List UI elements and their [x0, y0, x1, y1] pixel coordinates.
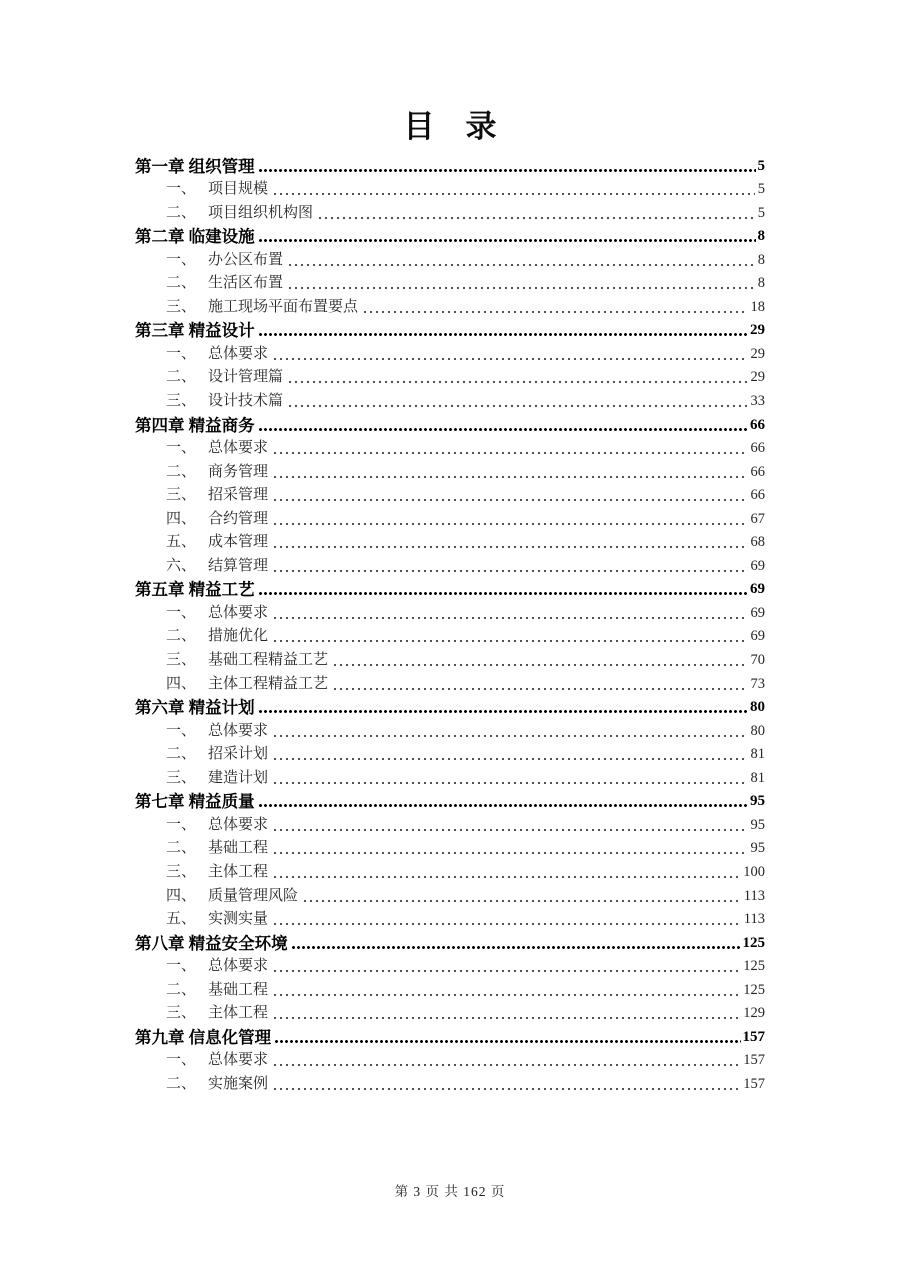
dot-leader — [272, 451, 747, 455]
toc-entry-label: 招采计划 — [208, 746, 269, 763]
toc-page-number: 67 — [750, 510, 765, 527]
dot-leader — [272, 993, 740, 997]
toc-page-number: 29 — [750, 322, 765, 339]
toc-item-row[interactable] — [135, 293, 765, 317]
toc-item-number: 二、 — [166, 463, 197, 480]
toc-entry-label: 主体工程精益工艺 — [208, 675, 329, 692]
toc-item-number: 二、 — [166, 746, 197, 763]
toc-item-number: 二、 — [166, 204, 197, 221]
toc-item-row[interactable] — [135, 458, 765, 482]
toc-item-row[interactable] — [135, 435, 765, 459]
toc-page-number: 5 — [757, 157, 765, 174]
toc-entry-label: 结算管理 — [208, 557, 269, 574]
toc-entry-label: 第二章 临建设施 — [135, 227, 255, 247]
toc-entry-label: 商务管理 — [208, 463, 269, 480]
toc-item-row[interactable] — [135, 364, 765, 388]
toc-page-number: 157 — [742, 1028, 765, 1045]
toc-entry-label: 基础工程 — [208, 840, 269, 857]
dot-leader — [287, 380, 747, 384]
dot-leader — [258, 427, 748, 432]
toc-entry-label: 实测实量 — [208, 911, 269, 928]
dot-leader — [272, 192, 755, 196]
dot-leader — [272, 569, 747, 573]
toc-item-row[interactable] — [135, 976, 765, 1000]
toc-item-number: 三、 — [166, 1005, 197, 1022]
toc-page-number: 5 — [757, 204, 765, 221]
toc-item-number: 一、 — [166, 181, 197, 198]
dot-leader — [272, 781, 747, 785]
toc-item-row[interactable] — [135, 764, 765, 788]
toc-page-number: 80 — [750, 722, 765, 739]
dot-leader — [272, 522, 747, 526]
dot-leader — [332, 663, 747, 667]
toc-page-number: 68 — [750, 534, 765, 551]
toc-item-number: 一、 — [166, 1052, 197, 1069]
dot-leader — [258, 709, 748, 714]
toc-item-row[interactable] — [135, 199, 765, 223]
toc-item-row[interactable] — [135, 811, 765, 835]
toc-page-number: 113 — [743, 911, 765, 928]
dot-leader — [302, 899, 741, 903]
toc-item-number: 三、 — [166, 769, 197, 786]
toc-item-row[interactable] — [135, 717, 765, 741]
toc-item-row[interactable] — [135, 529, 765, 553]
dot-leader — [317, 216, 755, 220]
toc-page-number: 129 — [743, 1005, 765, 1022]
page-title: 目 录 — [403, 109, 497, 144]
dot-leader — [272, 922, 741, 926]
toc-entry-label: 基础工程 — [208, 981, 269, 998]
dot-leader — [291, 945, 741, 950]
toc-chapter-row[interactable] — [135, 317, 765, 341]
toc-entry-label: 施工现场平面布置要点 — [208, 298, 359, 315]
toc-entry-label: 第五章 精益工艺 — [135, 580, 255, 600]
dot-leader — [272, 475, 747, 479]
toc-entry-label: 设计管理篇 — [208, 369, 284, 386]
toc-entry-label: 合约管理 — [208, 510, 269, 527]
dot-leader — [272, 757, 747, 761]
toc-page-number: 95 — [750, 793, 765, 810]
toc-list — [135, 152, 765, 1094]
page-footer: 第 3 页 共 162 页 — [394, 1184, 506, 1199]
toc-item-row[interactable] — [135, 623, 765, 647]
toc-chapter-row[interactable] — [135, 576, 765, 600]
dot-leader — [272, 639, 747, 643]
toc-page-number: 69 — [750, 581, 765, 598]
toc-entry-label: 实施案例 — [208, 1075, 269, 1092]
toc-page-number: 81 — [750, 746, 765, 763]
toc-entry-label: 第八章 精益安全环境 — [135, 933, 288, 953]
toc-page-number: 29 — [750, 369, 765, 386]
toc-item-row[interactable] — [135, 505, 765, 529]
toc-page-number: 95 — [750, 840, 765, 857]
toc-item-row[interactable] — [135, 741, 765, 765]
toc-entry-label: 第七章 精益质量 — [135, 792, 255, 812]
toc-item-row[interactable] — [135, 340, 765, 364]
toc-item-number: 二、 — [166, 628, 197, 645]
toc-item-number: 四、 — [166, 510, 197, 527]
toc-item-number: 二、 — [166, 1075, 197, 1092]
toc-entry-label: 第一章 组织管理 — [135, 156, 255, 176]
dot-leader — [258, 238, 756, 243]
toc-item-number: 五、 — [166, 911, 197, 928]
toc-item-number: 六、 — [166, 557, 197, 574]
toc-entry-label: 质量管理风险 — [208, 887, 299, 904]
toc-item-number: 一、 — [166, 345, 197, 362]
toc-page-number: 29 — [750, 345, 765, 362]
toc-item-number: 一、 — [166, 722, 197, 739]
toc-entry-label: 总体要求 — [208, 345, 269, 362]
dot-leader — [287, 404, 747, 408]
toc-page-number: 80 — [750, 699, 765, 716]
toc-chapter-row[interactable] — [135, 1023, 765, 1047]
toc-page-number: 125 — [743, 981, 765, 998]
toc-entry-label: 成本管理 — [208, 534, 269, 551]
dot-leader — [272, 875, 740, 879]
dot-leader — [272, 851, 747, 855]
toc-entry-label: 建造计划 — [208, 769, 269, 786]
toc-item-row[interactable] — [135, 176, 765, 200]
toc-page-number: 157 — [743, 1075, 765, 1092]
dot-leader — [272, 616, 747, 620]
toc-item-row[interactable] — [135, 646, 765, 670]
toc-chapter-row[interactable] — [135, 694, 765, 718]
toc-item-number: 三、 — [166, 487, 197, 504]
dot-leader — [272, 828, 747, 832]
toc-item-number: 二、 — [166, 275, 197, 292]
dot-leader — [272, 1063, 740, 1067]
toc-page-number: 100 — [743, 863, 765, 880]
toc-item-row[interactable] — [135, 953, 765, 977]
toc-chapter-row[interactable] — [135, 411, 765, 435]
toc-page-number: 81 — [750, 769, 765, 786]
toc-item-number: 二、 — [166, 981, 197, 998]
toc-item-number: 一、 — [166, 958, 197, 975]
toc-item-number: 五、 — [166, 534, 197, 551]
toc-entry-label: 第六章 精益计划 — [135, 698, 255, 718]
toc-item-row[interactable] — [135, 858, 765, 882]
toc-entry-label: 第三章 精益设计 — [135, 321, 255, 341]
toc-entry-label: 主体工程 — [208, 863, 269, 880]
toc-entry-label: 主体工程 — [208, 1005, 269, 1022]
toc-item-number: 三、 — [166, 863, 197, 880]
toc-item-row[interactable] — [135, 599, 765, 623]
toc-page-number: 66 — [750, 487, 765, 504]
toc-item-row[interactable] — [135, 906, 765, 930]
toc-item-number: 二、 — [166, 840, 197, 857]
dot-leader — [258, 332, 748, 337]
toc-item-row[interactable] — [135, 835, 765, 859]
toc-item-number: 一、 — [166, 251, 197, 268]
toc-page-number: 157 — [743, 1052, 765, 1069]
toc-page-number: 8 — [757, 251, 765, 268]
toc-page-number: 5 — [757, 181, 765, 198]
toc-entry-label: 总体要求 — [208, 958, 269, 975]
toc-chapter-row[interactable] — [135, 929, 765, 953]
dot-leader — [332, 687, 747, 691]
toc-item-row[interactable] — [135, 552, 765, 576]
toc-item-row[interactable] — [135, 670, 765, 694]
toc-entry-label: 第四章 精益商务 — [135, 415, 255, 435]
toc-page-number: 70 — [750, 652, 765, 669]
toc-item-number: 二、 — [166, 369, 197, 386]
toc-entry-label: 项目组织机构图 — [208, 204, 314, 221]
toc-entry-label: 招采管理 — [208, 487, 269, 504]
dot-leader — [274, 1039, 740, 1044]
dot-leader — [272, 969, 740, 973]
toc-entry-label: 基础工程精益工艺 — [208, 652, 329, 669]
toc-chapter-row[interactable] — [135, 223, 765, 247]
toc-item-number: 一、 — [166, 604, 197, 621]
toc-page-number: 66 — [750, 463, 765, 480]
toc-page-number: 125 — [742, 934, 765, 951]
dot-leader — [362, 310, 747, 314]
dot-leader — [258, 803, 748, 808]
toc-item-row[interactable] — [135, 246, 765, 270]
toc-chapter-row[interactable] — [135, 788, 765, 812]
toc-item-row[interactable] — [135, 482, 765, 506]
dot-leader — [272, 1087, 740, 1091]
toc-page-number: 18 — [750, 298, 765, 315]
toc-entry-label: 第九章 信息化管理 — [135, 1027, 272, 1047]
toc-page-number: 66 — [750, 440, 765, 457]
toc-page-number: 69 — [750, 628, 765, 645]
toc-entry-label: 总体要求 — [208, 440, 269, 457]
toc-item-row[interactable] — [135, 1070, 765, 1094]
dot-leader — [272, 498, 747, 502]
toc-entry-label: 总体要求 — [208, 1052, 269, 1069]
toc-entry-label: 设计技术篇 — [208, 393, 284, 410]
toc-entry-label: 措施优化 — [208, 628, 269, 645]
toc-entry-label: 总体要求 — [208, 604, 269, 621]
dot-leader — [258, 591, 748, 596]
toc-item-number: 四、 — [166, 887, 197, 904]
toc-entry-label: 总体要求 — [208, 816, 269, 833]
toc-entry-label: 总体要求 — [208, 722, 269, 739]
toc-page-number: 69 — [750, 604, 765, 621]
toc-item-row[interactable] — [135, 882, 765, 906]
toc-page-number: 125 — [743, 958, 765, 975]
toc-page-number: 66 — [750, 416, 765, 433]
toc-item-number: 四、 — [166, 675, 197, 692]
toc-item-number: 三、 — [166, 393, 197, 410]
toc-item-number: 一、 — [166, 816, 197, 833]
toc-page-number: 95 — [750, 816, 765, 833]
dot-leader — [287, 286, 755, 290]
toc-page-number: 113 — [743, 887, 765, 904]
toc-entry-label: 项目规模 — [208, 181, 269, 198]
dot-leader — [272, 357, 747, 361]
toc-page-number: 8 — [757, 275, 765, 292]
dot-leader — [272, 545, 747, 549]
toc-item-row[interactable] — [135, 387, 765, 411]
toc-page-number: 69 — [750, 557, 765, 574]
toc-page-number: 33 — [750, 393, 765, 410]
toc-chapter-row[interactable] — [135, 152, 765, 176]
toc-item-row[interactable] — [135, 1000, 765, 1024]
toc-entry-label: 办公区布置 — [208, 251, 284, 268]
toc-item-number: 三、 — [166, 298, 197, 315]
toc-page-number: 8 — [757, 228, 765, 245]
toc-item-row[interactable] — [135, 1047, 765, 1071]
dot-leader — [258, 168, 756, 173]
dot-leader — [272, 734, 747, 738]
toc-item-number: 一、 — [166, 440, 197, 457]
toc-page-number: 73 — [750, 675, 765, 692]
toc-entry-label: 生活区布置 — [208, 275, 284, 292]
toc-item-row[interactable] — [135, 270, 765, 294]
toc-item-number: 三、 — [166, 652, 197, 669]
dot-leader — [272, 1016, 740, 1020]
dot-leader — [287, 263, 755, 267]
